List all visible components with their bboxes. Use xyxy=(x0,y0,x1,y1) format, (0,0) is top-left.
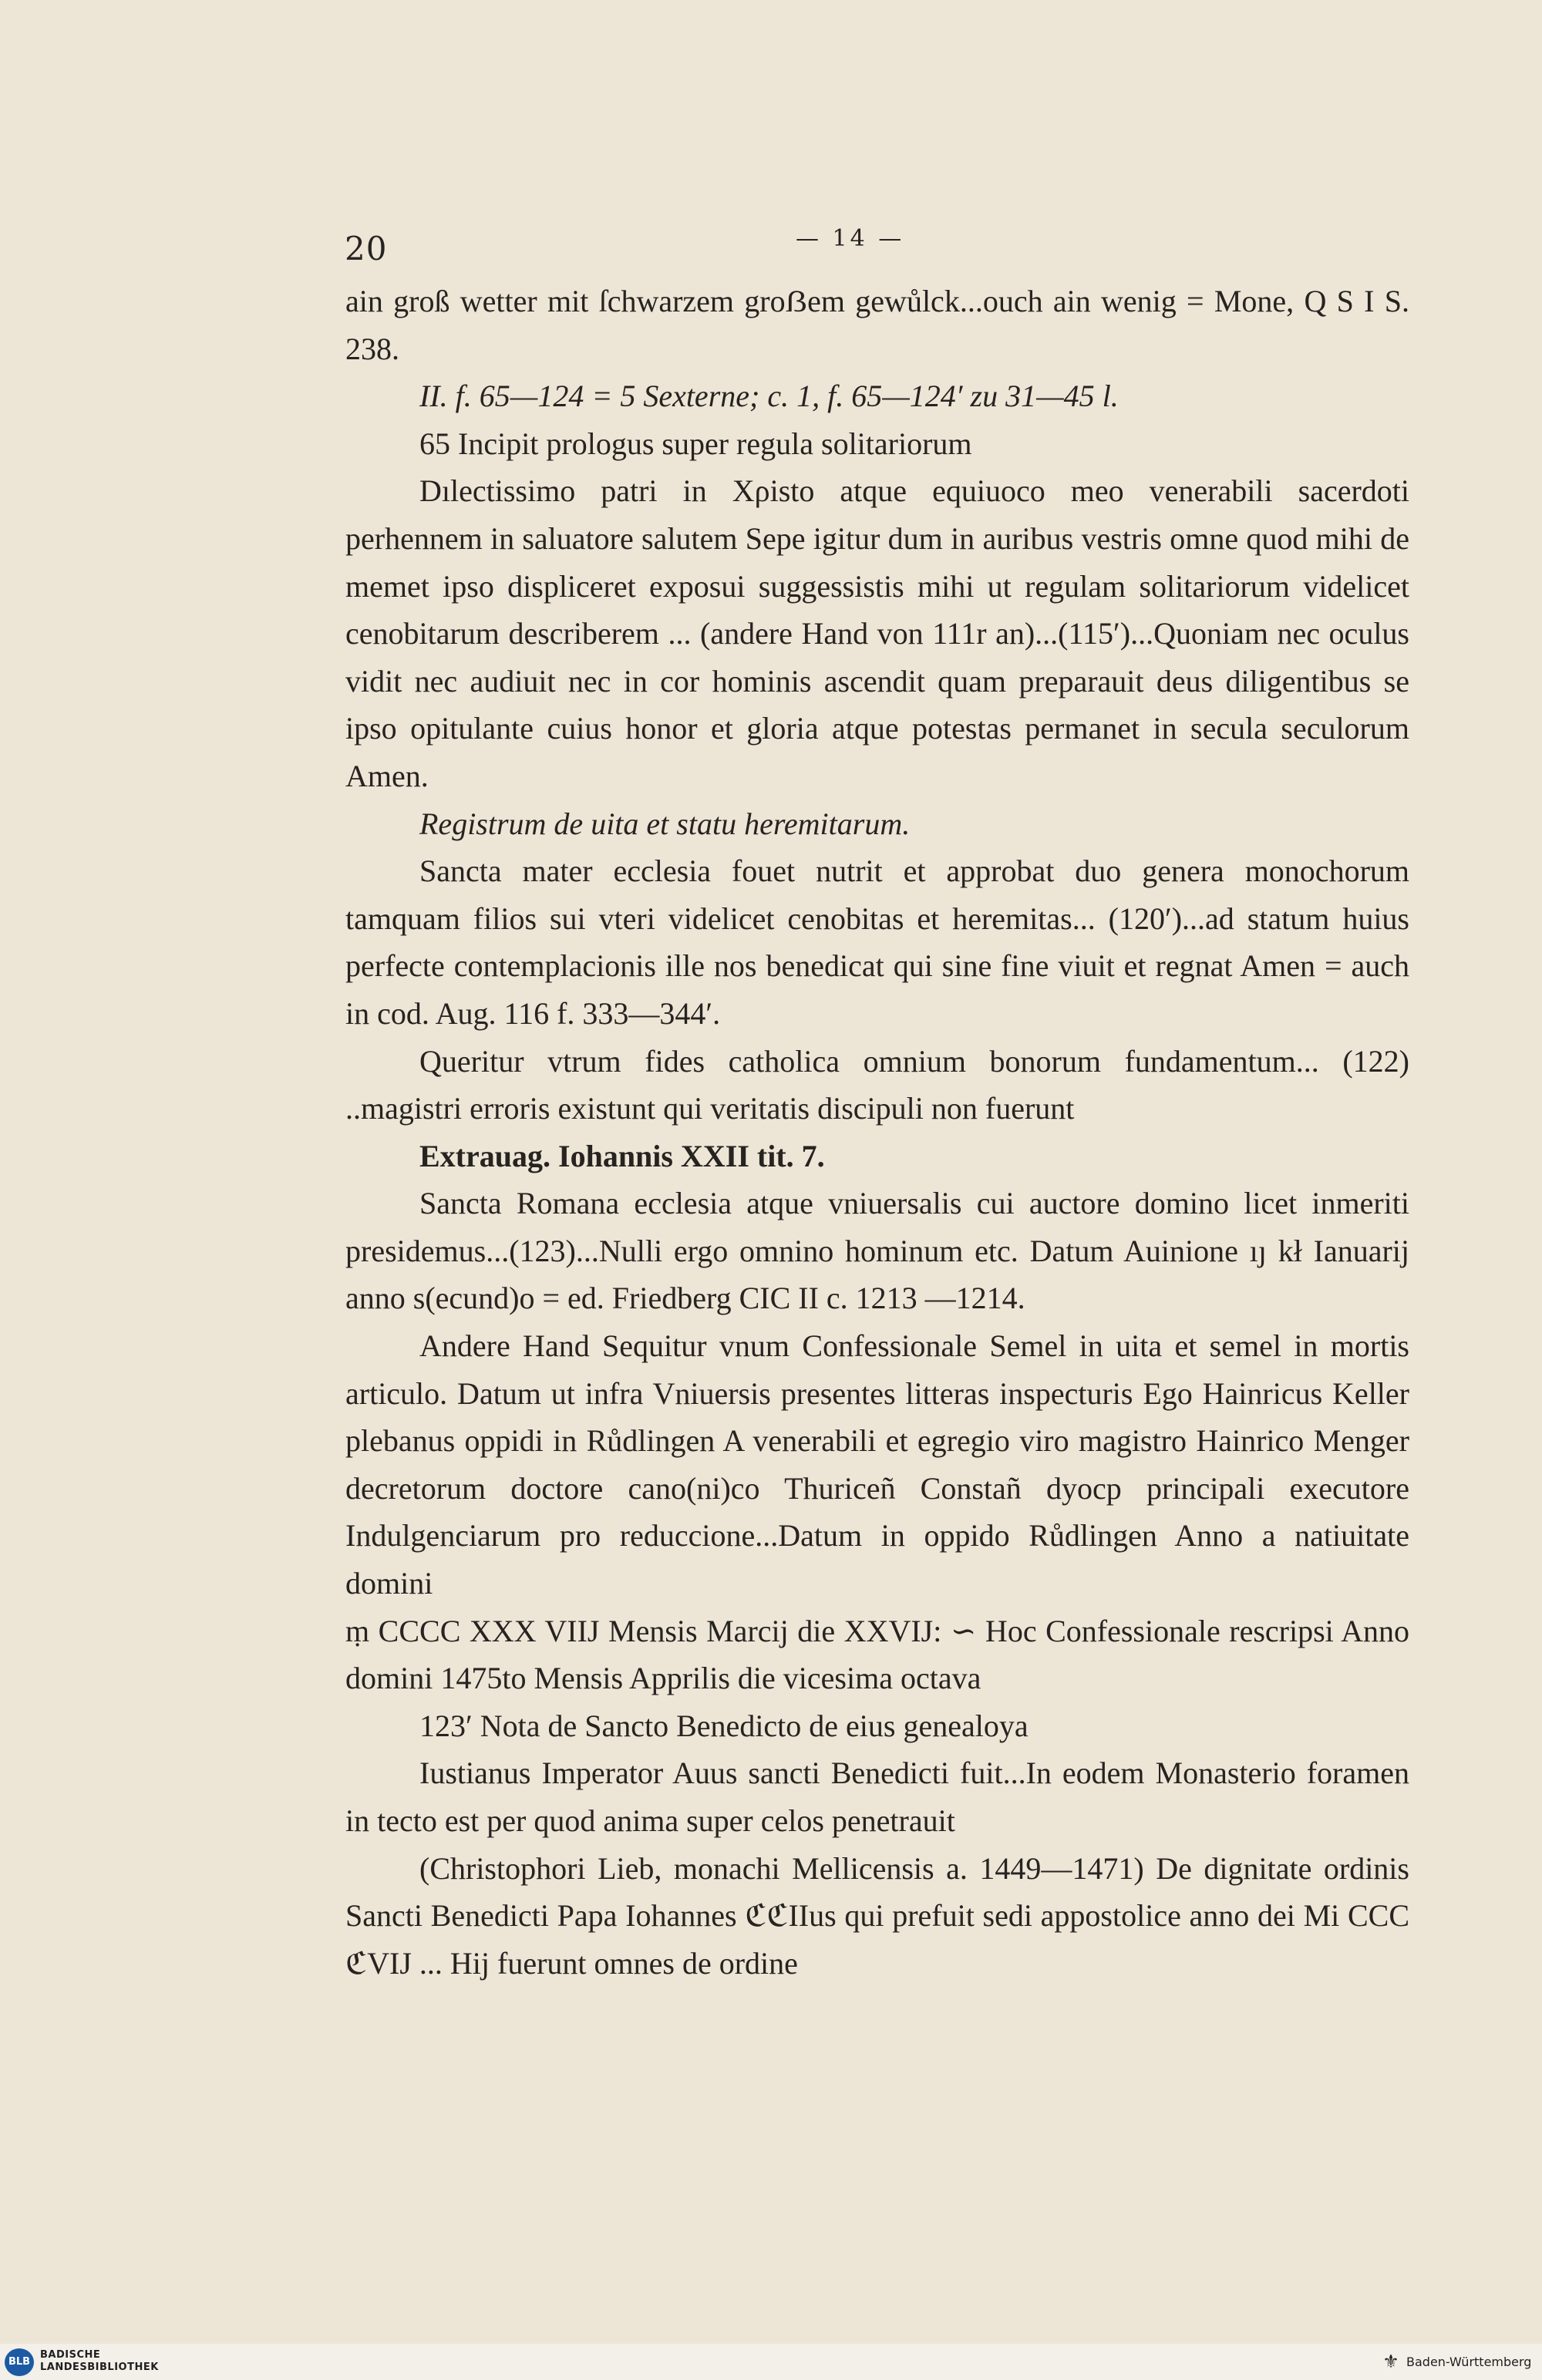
paragraph-3: 65 Incipit prologus super regula solitariorum xyxy=(419,426,972,461)
library-name-line-2: LANDESBIBLIOTHEK xyxy=(40,2361,159,2373)
paragraph-2: II. f. 65—124 = 5 Sexterne; c. 1, f. 65—124′ zu 31—45 l. xyxy=(419,379,1119,414)
library-name xyxy=(40,2349,159,2374)
paragraph-9: Sancta Romana ecclesia atque vniuersalis cui auctore domino licet inmeriti presidemus...(123)...Nulli ergo omnino hominum etc. Datum Auinione ıȷ kł Ianuarij anno s(ecund)o = ed. Friedberg CIC II c. 1213 —1214. xyxy=(345,1186,1409,1316)
blb-logo: BLB xyxy=(5,2348,34,2376)
page-number: — 14 — xyxy=(796,225,905,252)
paragraph-13: Iustianus Imperator Auus sancti Benedicti fuit...In eodem Monasterio foramen in tecto est per quod anima super celos penetrauit xyxy=(345,1756,1409,1838)
folio-number: 20 xyxy=(345,230,388,268)
state-name: Baden-Württemberg xyxy=(1406,2355,1532,2369)
paragraph-5: Registrum de uita et statu heremitarum. xyxy=(419,806,911,841)
paragraph-8: Extrauag. Iohannis XXII tit. 7. xyxy=(419,1138,825,1173)
paragraph-11: ṃ CCCC XXX VIIJ Mensis Marcij die XXVIJ: ∽ Hoc Confessionale rescripsi Anno domini 1475to Mensis Apprilis die vicesima octava xyxy=(345,1613,1409,1696)
paragraph-10: Andere Hand Sequitur vnum Confessionale Semel in uita et semel in mortis articulo. Datum ut infra Vniuersis presentes litteras inspecturis Ego Hainricus Keller plebanus oppidi in Růdlingen A venerabili et egregio viro magistro Hainrico Menger decretorum doctore cano(ni)co Thuriceñ Constañ dyocp principali executore Indulgenciarum pro reduccione...Datum in oppido Růdlingen Anno a natiuitate domini xyxy=(345,1328,1409,1601)
paragraph-14: (Christophori Lieb, monachi Mellicensis a. 1449—1471) De dignitate ordinis Sancti Benedicti Papa Iohannes ℭℭIIus qui prefuit sedi appostolice anno dei Mi CCC ℭVIJ ... Hij fuerunt omnes de ordine xyxy=(345,1850,1409,1981)
library-name-line-1: BADISCHE xyxy=(40,2349,101,2361)
paragraph-1: ain groß wetter mit ſchwarzem groẞem gewůlck...ouch ain wenig = Mone, Q S I S. 238. xyxy=(345,284,1409,366)
paragraph-7: Queritur vtrum fides catholica omnium bonorum fundamentum... (122) ..magistri erroris existunt qui veritatis discipuli non fuerunt xyxy=(345,1043,1409,1126)
footer-bar xyxy=(0,2344,1542,2380)
paragraph-4: Dılectissimo patri in Χρisto atque equiuoco meo venerabili sacerdoti perhennem in saluatore salutem Sepe igitur dum in auribus vestris omne quod mihi de memet ipso displiceret exposui suggessistis mihi ut regulam solitariorum videlicet cenobitarum describerem ... (andere Hand von 111r an)...(115′)...Quoniam nec oculus vidit nec audiuit nec in cor hominis ascendit quam preparauit deus diligentibus se ipso opitulante cuius honor et gloria atque potestas permanet in secula seculorum Amen. xyxy=(345,473,1409,793)
paragraph-6: Sancta mater ecclesia fouet nutrit et approbat duo genera monochorum tamquam filios sui vteri videlicet cenobitas et heremitas... (120′)...ad statum huius perfecte contemplacionis ille nos benedicat qui sine fine viuit et regnat Amen = auch in cod. Aug. 116 f. 333—344′. xyxy=(345,853,1409,1031)
bw-coat-of-arms-icon: ⚜ xyxy=(1382,2351,1399,2372)
paragraph-12: 123′ Nota de Sancto Benedicto de eius genealoya xyxy=(419,1708,1029,1743)
page-body xyxy=(345,278,1409,1987)
